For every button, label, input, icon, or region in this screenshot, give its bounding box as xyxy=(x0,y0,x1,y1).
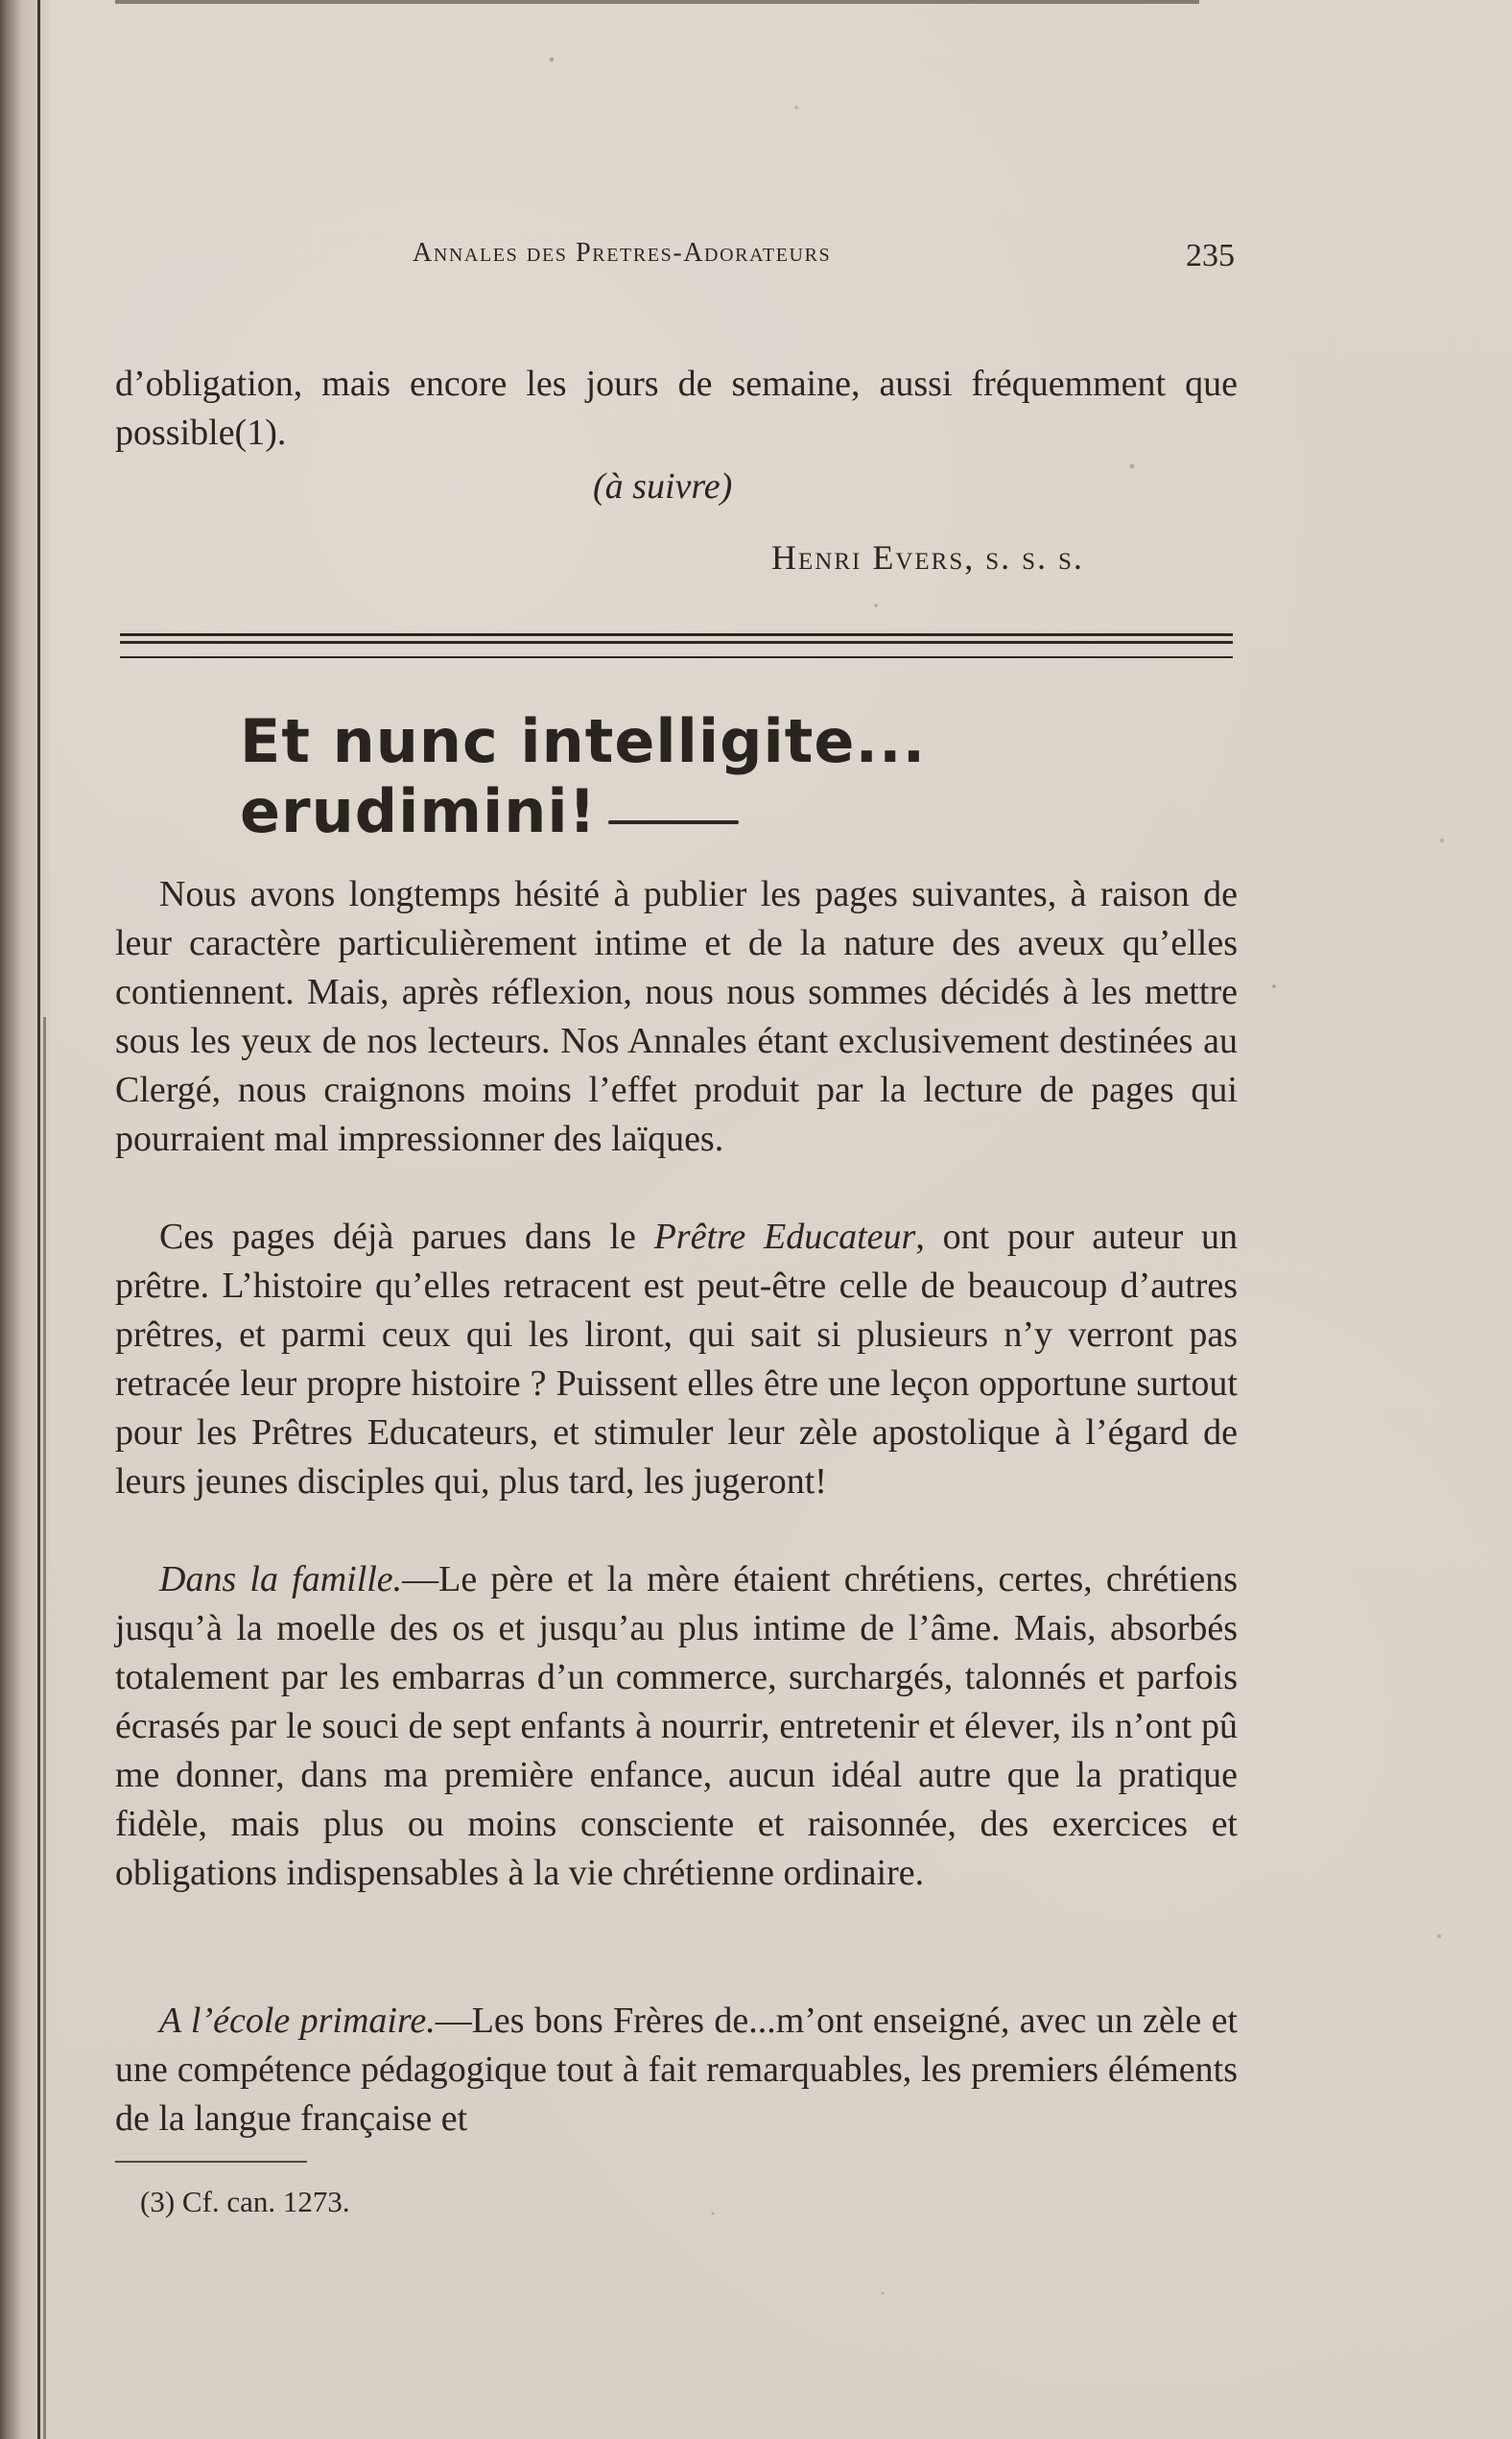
article-paragraph-4 xyxy=(115,1997,1238,2143)
section-divider-rule xyxy=(120,641,1233,644)
paragraph-text: —Le père et la mère étaient chrétiens, certes, chrétiens jusqu’à la moelle des os et jusqu’au plus intime de l’âme. Mais, absorbés totalement par les embarras d’un commerce, surchargés, talonnés et parfois écrasés par le souci de sept enfants à nourrir, entretenir et élever, ils n’ont pû me donner, dans ma première enfance, aucun idéal autre que la pratique fidèle, mais plus ou moins consciente et raisonnée, des exercices et obligations indispensables à la vie chrétienne ordinaire. xyxy=(115,1559,1238,1893)
footnote: (3) Cf. can. 1273. xyxy=(140,2185,350,2218)
paragraph-text: Ces pages déjà parues dans le xyxy=(159,1217,654,1257)
running-header-title: Annales des Pretres-Adorateurs xyxy=(413,238,832,268)
article-paragraph-2 xyxy=(115,1213,1238,1506)
paragraph-text: —Les bons Frères de...m’ont enseigné, avec un zèle et une compétence pédagogique tout à fait remarquables, les premiers éléments de la langue française et xyxy=(115,2001,1238,2139)
continued-paragraph: d’obligation, mais encore les jours de semaine, aussi fréquemment que possible(1). xyxy=(115,364,1238,453)
section-subheading: Dans la famille. xyxy=(159,1559,403,1599)
section-divider-rule xyxy=(120,633,1233,636)
top-page-rule xyxy=(115,0,1199,4)
section-divider-rule xyxy=(120,656,1233,658)
binding-shadow-line xyxy=(43,1017,46,2439)
publication-title: Prêtre Educateur xyxy=(653,1217,916,1257)
article-title: Et nunc intelligite... erudimini! xyxy=(240,706,927,846)
footnote-rule xyxy=(115,2161,307,2163)
paragraph-text: , ont pour auteur un prêtre. L’histoire qu’elles retracent est peut-être celle de beaucoup d’autres prêtres, et parmi ceux qui les liront, qui sait si plusieurs n’y verront pas retracée leur propre histoire ? Puissent elles être une leçon opportune surtout pour les Prêtres Educateurs, et stimuler leur zèle apostolique à l’égard de leurs jeunes disciples qui, plus tard, les jugeront! xyxy=(115,1217,1238,1502)
section-subheading: A l’école primaire. xyxy=(159,2001,436,2041)
article-paragraph-3 xyxy=(115,1555,1238,1898)
author-signature: Henri Evers, s. s. s. xyxy=(771,538,1084,577)
to-be-continued-note: (à suivre) xyxy=(593,466,733,507)
page-number: 235 xyxy=(1186,238,1235,273)
article-paragraph-1: Nous avons longtemps hésité à publier les pages suivantes, à raison de leur caractère particulièrement intime et de la nature des aveux qu’elles contiennent. Mais, après réflexion, nous nous sommes décidés à les mettre sous les yeux de nos lecteurs. Nos Annales étant exclusivement destinées au Clergé, nous craignons moins l’effet produit par la lecture de pages qui pourraient mal impressionner des laïques. xyxy=(115,874,1238,1159)
title-underline-rule xyxy=(608,820,739,824)
binding-dark-line xyxy=(37,0,40,2439)
